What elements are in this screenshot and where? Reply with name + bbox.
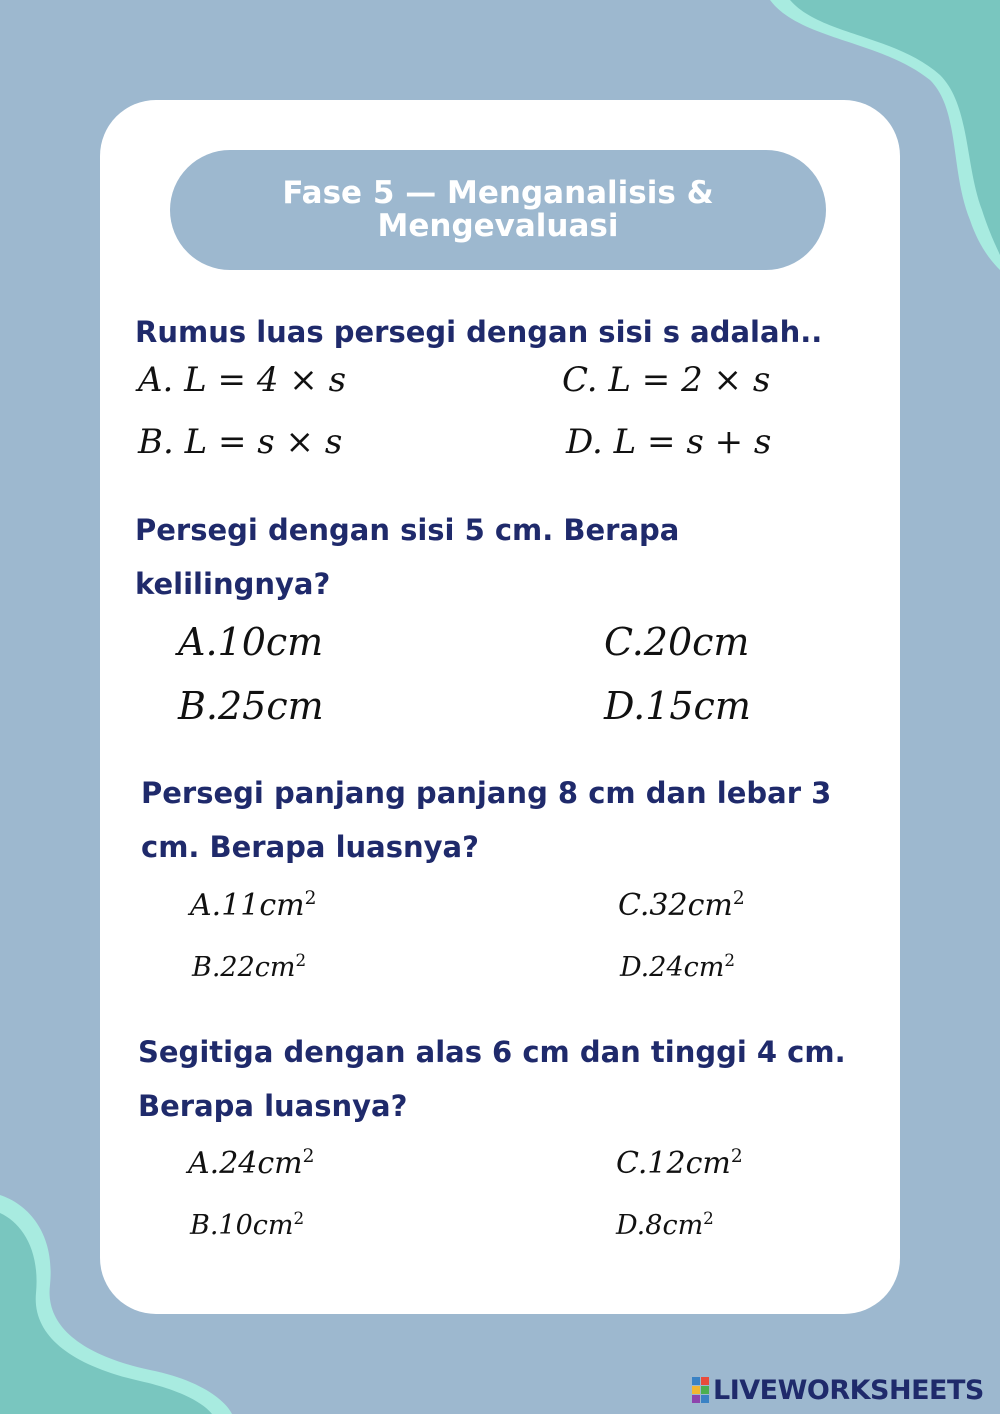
exponent: 2 (703, 1208, 714, 1228)
question-4-option-d-label: D.8cm (616, 1210, 704, 1241)
question-2-text: Persegi dengan sisi 5 cm. Berapa kelilingnya? (135, 513, 680, 601)
question-3-text: Persegi panjang panjang 8 cm dan lebar 3 cm. Berapa luasnya? (141, 776, 832, 864)
question-4-option-a-label: A.24cm (188, 1146, 303, 1181)
question-2-option-b[interactable]: B.25cm (178, 684, 324, 728)
question-3-option-b-label: B.22cm (192, 952, 296, 983)
question-4-option-c[interactable] (616, 1146, 743, 1181)
question-1-option-d[interactable]: D. L = s + s (566, 422, 772, 462)
question-3-option-d-label: D.24cm (620, 952, 725, 983)
question-2-option-d[interactable]: D.15cm (604, 684, 751, 728)
exponent: 2 (293, 1208, 305, 1228)
question-3-option-a[interactable] (190, 888, 316, 923)
question-3-option-b[interactable] (192, 950, 306, 983)
exponent: 2 (724, 950, 736, 970)
exponent: 2 (295, 950, 307, 970)
question-4-option-b[interactable] (190, 1208, 304, 1241)
liveworksheets-logo (692, 1374, 984, 1406)
logo-text: LIVEWORKSHEETS (713, 1374, 984, 1406)
question-3-option-a-label: A.11cm (190, 888, 305, 923)
question-4-option-b-label: B.10cm (190, 1210, 294, 1241)
question-1-text: Rumus luas persegi dengan sisi s adalah.. (135, 315, 823, 349)
question-4-option-d[interactable] (616, 1208, 714, 1241)
page-title: Fase 5 — Menganalisis & Mengevaluasi (282, 175, 714, 244)
question-4-option-c-label: C.12cm (616, 1146, 731, 1181)
worksheet-card (100, 100, 900, 1314)
question-1-option-a[interactable]: A. L = 4 × s (138, 360, 347, 400)
question-2-option-a[interactable]: A.10cm (178, 620, 324, 664)
question-4-text: Segitiga dengan alas 6 cm dan tinggi 4 cm. Berapa luasnya? (138, 1035, 846, 1123)
question-3-option-c[interactable] (618, 888, 745, 923)
exponent: 2 (732, 888, 745, 909)
question-1-option-b[interactable]: B. L = s × s (138, 422, 343, 462)
question-2-option-c[interactable]: C.20cm (604, 620, 750, 664)
exponent: 2 (304, 888, 317, 909)
logo-icon (692, 1377, 709, 1403)
question-4-option-a[interactable] (188, 1146, 314, 1181)
exponent: 2 (302, 1146, 315, 1167)
exponent: 2 (730, 1146, 743, 1167)
question-1-option-c[interactable]: C. L = 2 × s (562, 360, 771, 400)
question-3-option-d[interactable] (620, 950, 735, 983)
question-3-option-c-label: C.32cm (618, 888, 733, 923)
title-banner (170, 150, 826, 270)
